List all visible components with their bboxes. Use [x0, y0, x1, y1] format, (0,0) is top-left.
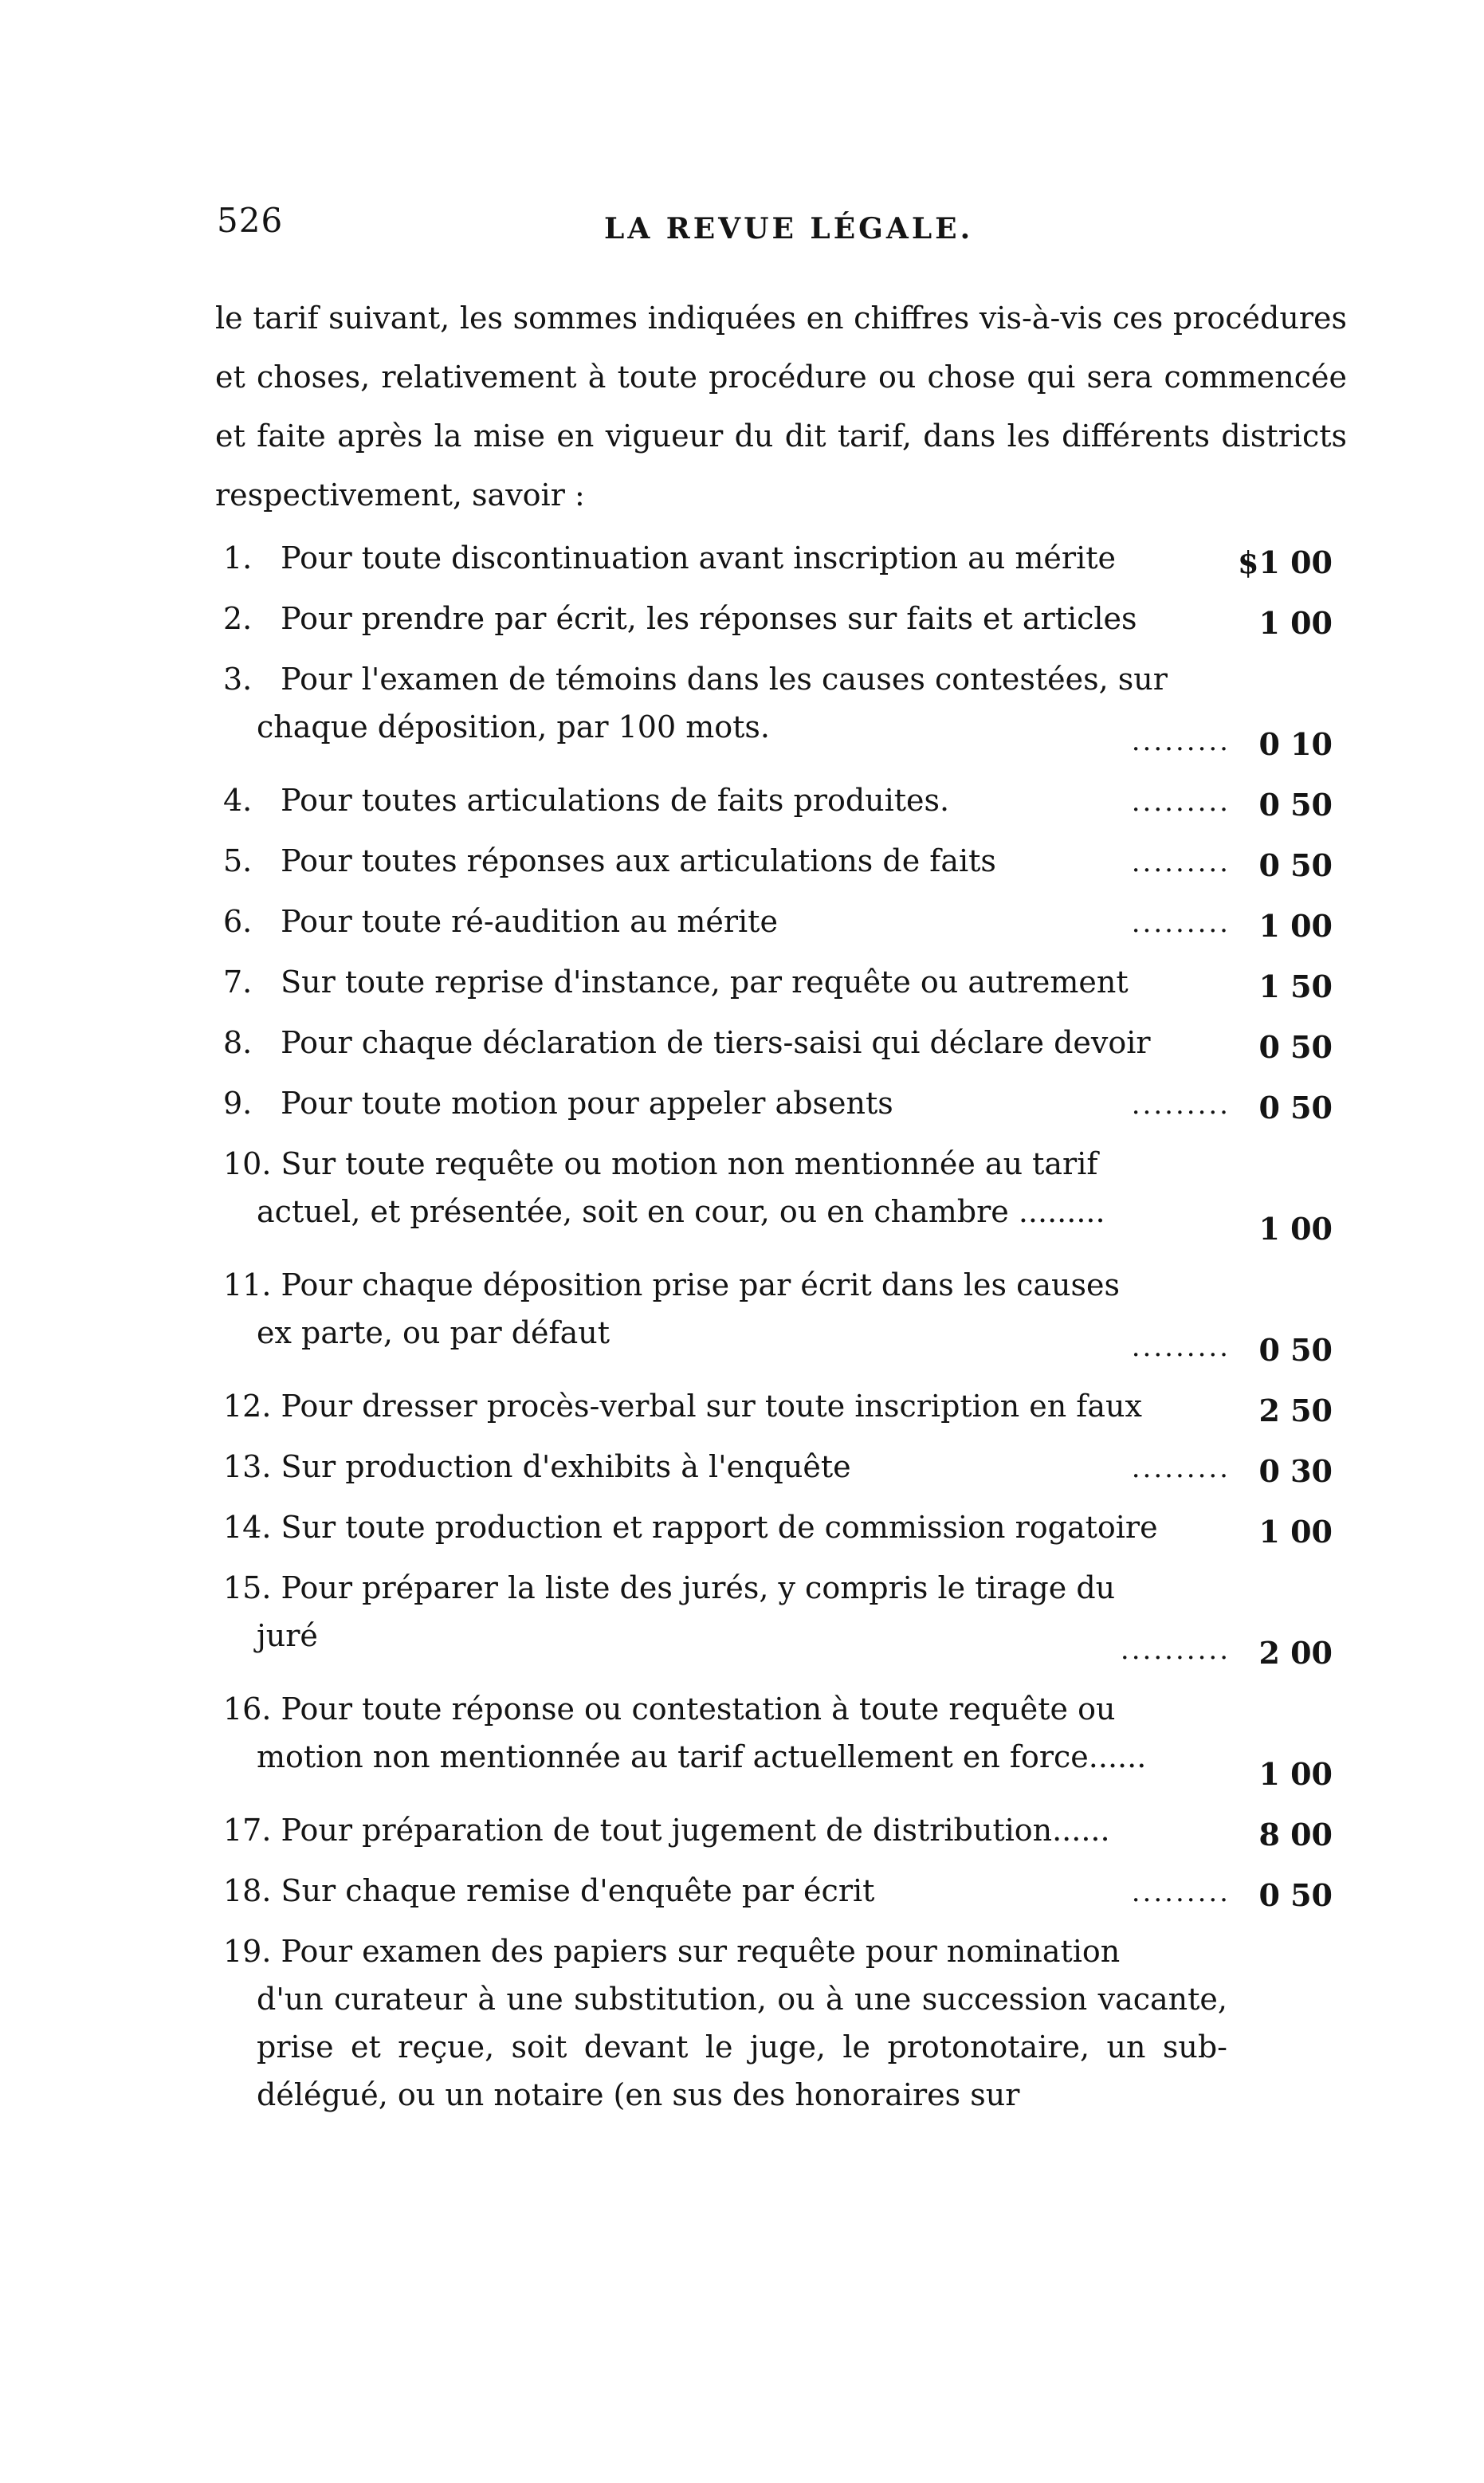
entry-text	[223, 837, 1227, 885]
entry-amount: 0 30	[1258, 1453, 1333, 1489]
entry-description: Sur toute requête ou motion non mentionnée au tarif	[281, 1146, 1098, 1181]
tariff-entry	[0, 534, 1484, 595]
tariff-entry	[0, 1867, 1484, 1927]
tariff-list	[0, 534, 1484, 2167]
entry-amount: 1 00	[1258, 605, 1333, 641]
entry-text	[223, 1079, 1227, 1127]
entry-amount: 1 00	[1258, 1211, 1333, 1247]
entry-text	[223, 1806, 1227, 1854]
entry-description: Pour toutes articulations de faits produites.	[281, 783, 950, 818]
tariff-entry	[0, 958, 1484, 1019]
dot-leader: .........	[1131, 847, 1231, 878]
tariff-entry	[0, 1019, 1484, 1079]
entry-description: Sur toute production et rapport de commission rogatoire	[281, 1510, 1158, 1545]
entry-number: 13.	[223, 1449, 272, 1484]
tariff-entry	[0, 1503, 1484, 1564]
entry-number: 12.	[223, 1389, 272, 1424]
entry-description: Pour toute ré-audition au mérite	[281, 904, 778, 939]
tariff-entry	[0, 1443, 1484, 1503]
entry-amount: 1 00	[1258, 908, 1333, 944]
entry-description: Pour chaque déposition prise par écrit dans les causes	[281, 1267, 1120, 1302]
dot-leader: .........	[1131, 725, 1231, 757]
entry-number: 17.	[223, 1813, 272, 1848]
entry-number: 5.	[223, 843, 253, 878]
entry-text	[223, 958, 1227, 1006]
entry-amount: 2 00	[1258, 1635, 1333, 1671]
entry-text	[223, 1503, 1227, 1551]
entry-text	[223, 1443, 1227, 1491]
entry-description: Pour chaque déclaration de tiers-saisi qui déclare devoir	[281, 1025, 1151, 1060]
entry-number: 4.	[223, 783, 253, 818]
tariff-entry	[0, 1927, 1484, 2167]
entry-continuation: juré	[257, 1618, 318, 1653]
tariff-entry	[0, 776, 1484, 837]
tariff-entry	[0, 655, 1484, 776]
entry-number: 11.	[223, 1267, 272, 1302]
intro-paragraph: le tarif suivant, les sommes indiquées en chiffres vis-à-vis ces procédures et choses, relativement à toute procédure ou chose qui sera commencée et faite après la mise en vigueur du dit tarif, dans les différents districts respectivement, savoir :	[215, 301, 1347, 513]
entry-number: 8.	[223, 1025, 253, 1060]
entry-text	[223, 1927, 1227, 2119]
entry-number: 14.	[223, 1510, 272, 1545]
dot-leader: .........	[1131, 907, 1231, 939]
entry-description: Pour préparation de tout jugement de distribution......	[281, 1813, 1110, 1848]
entry-text	[223, 898, 1227, 945]
entry-description: Pour prendre par écrit, les réponses sur faits et articles	[281, 601, 1137, 636]
tariff-entry	[0, 1261, 1484, 1382]
running-title: LA REVUE LÉGALE.	[604, 212, 974, 246]
dot-leader: .........	[1131, 786, 1231, 818]
dot-leader: .........	[1131, 1089, 1231, 1121]
tariff-entry	[0, 837, 1484, 898]
tariff-entry	[0, 1079, 1484, 1140]
entry-text	[223, 1867, 1227, 1915]
entry-text	[223, 595, 1227, 642]
tariff-entry	[0, 898, 1484, 958]
entry-continuation: ex parte, ou par défaut	[257, 1315, 610, 1350]
entry-text	[223, 1140, 1227, 1236]
entry-text	[223, 1019, 1227, 1067]
entry-amount: 0 10	[1258, 726, 1333, 762]
entry-number: 19.	[223, 1934, 272, 1969]
entry-description: Sur chaque remise d'enquête par écrit	[281, 1873, 875, 1908]
entry-continuation: motion non mentionnée au tarif actuellement en force......	[257, 1739, 1147, 1774]
entry-amount: $1 00	[1238, 544, 1333, 580]
dot-leader: .........	[1131, 1876, 1231, 1908]
entry-number: 9.	[223, 1086, 253, 1121]
tariff-entry	[0, 1806, 1484, 1867]
dot-leader: ..........	[1120, 1634, 1231, 1666]
dot-leader: .........	[1131, 1331, 1231, 1363]
entry-text	[223, 655, 1227, 751]
entry-text	[223, 1261, 1227, 1357]
entry-text	[223, 1685, 1227, 1781]
entry-text	[223, 776, 1227, 824]
entry-description: Pour toute réponse ou contestation à toute requête ou	[281, 1691, 1116, 1727]
entry-description: Sur production d'exhibits à l'enquête	[281, 1449, 851, 1484]
entry-amount: 2 50	[1258, 1393, 1333, 1428]
entry-amount: 0 50	[1258, 787, 1333, 823]
entry-amount: 1 00	[1258, 1514, 1333, 1550]
entry-continuation: chaque déposition, par 100 mots.	[257, 709, 770, 745]
entry-amount: 0 50	[1258, 1877, 1333, 1913]
entry-description: Pour toutes réponses aux articulations de faits	[281, 843, 996, 878]
entry-continuation: actuel, et présentée, soit en cour, ou en chambre .........	[257, 1194, 1105, 1229]
entry-amount: 8 00	[1258, 1817, 1333, 1852]
entry-description: Pour l'examen de témoins dans les causes contestées, sur	[281, 662, 1168, 697]
entry-amount: 1 00	[1258, 1756, 1333, 1792]
entry-number: 7.	[223, 965, 253, 1000]
entry-description: Pour dresser procès-verbal sur toute inscription en faux	[281, 1389, 1142, 1424]
entry-number: 2.	[223, 601, 253, 636]
entry-number: 6.	[223, 904, 253, 939]
entry-continuation: d'un curateur à une substitution, ou à une succession vacante, prise et reçue, soit devant le juge, le protonotaire, un sub-délégué, ou un notaire (en sus des honoraires sur	[257, 1982, 1227, 2112]
entry-amount: 0 50	[1258, 1029, 1333, 1065]
entry-number: 1.	[223, 540, 253, 576]
entry-amount: 0 50	[1258, 1332, 1333, 1368]
entry-number: 18.	[223, 1873, 272, 1908]
entry-number: 3.	[223, 662, 253, 697]
tariff-entry	[0, 1140, 1484, 1261]
entry-number: 15.	[223, 1570, 272, 1605]
entry-description: Pour toute discontinuation avant inscription au mérite	[281, 540, 1116, 576]
entry-amount: 1 50	[1258, 968, 1333, 1004]
entry-number: 10.	[223, 1146, 272, 1181]
dot-leader: .........	[1131, 1452, 1231, 1484]
entry-amount: 0 50	[1258, 1090, 1333, 1126]
tariff-entry	[0, 1564, 1484, 1685]
entry-description: Pour préparer la liste des jurés, y compris le tirage du	[281, 1570, 1116, 1605]
tariff-entry	[0, 1382, 1484, 1443]
entry-text	[223, 1382, 1227, 1430]
entry-description: Pour toute motion pour appeler absents	[281, 1086, 893, 1121]
entry-description: Sur toute reprise d'instance, par requête ou autrement	[281, 965, 1129, 1000]
entry-number: 16.	[223, 1691, 272, 1727]
entry-amount: 0 50	[1258, 847, 1333, 883]
tariff-entry	[0, 1685, 1484, 1806]
entry-text	[223, 1564, 1227, 1660]
tariff-entry	[0, 595, 1484, 655]
page-number: 526	[217, 201, 284, 240]
entry-text	[223, 534, 1227, 582]
entry-description: Pour examen des papiers sur requête pour nomination	[281, 1934, 1121, 1969]
